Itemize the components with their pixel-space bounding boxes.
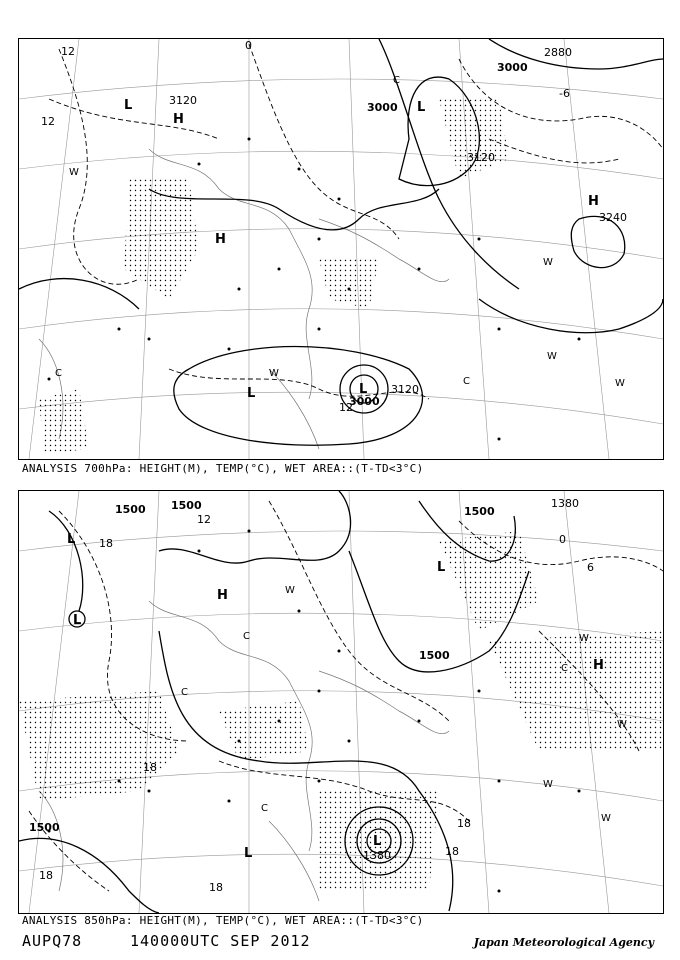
isotherm-label: 18	[143, 761, 157, 774]
warm-marker: W	[543, 779, 553, 790]
isotherm-label: 18	[99, 537, 113, 550]
valid-time: 140000UTC SEP 2012	[130, 932, 311, 950]
warm-marker: W	[617, 719, 627, 730]
warm-marker: W	[269, 368, 279, 379]
low-center: L	[73, 613, 82, 628]
contour-label: 1380	[363, 849, 391, 862]
contour-label: 1500	[29, 821, 60, 834]
wet-area	[39, 99, 509, 454]
map-700hpa-svg	[19, 39, 663, 459]
isotherm-label: 12	[339, 401, 353, 414]
cold-marker: C	[561, 663, 568, 674]
contour-label: 3240	[599, 211, 627, 224]
warm-marker: W	[615, 378, 625, 389]
high-center: H	[593, 658, 604, 673]
map-panel-700hpa	[18, 38, 664, 460]
contour-labels	[169, 46, 627, 408]
isotherm-labels	[41, 39, 570, 414]
high-center: H	[173, 112, 184, 127]
isotherm-label: 0	[245, 39, 252, 52]
contour-label: 1500	[115, 503, 146, 516]
isotherm-label: 6	[587, 561, 594, 574]
isotherm-label: 18	[457, 817, 471, 830]
cold-marker: C	[463, 376, 470, 387]
cold-marker: C	[243, 631, 250, 642]
low-center: L	[373, 834, 382, 849]
cold-marker: C	[55, 368, 62, 379]
contour-label: 3120	[169, 94, 197, 107]
cold-marker: C	[261, 803, 268, 814]
isotherm-label: 0	[559, 533, 566, 546]
warm-marker: W	[543, 257, 553, 268]
high-center: H	[588, 194, 599, 209]
contour-label: 1380	[551, 497, 579, 510]
contour-label: 1500	[464, 505, 495, 518]
isotherm-label: 12	[41, 115, 55, 128]
cold-marker: C	[393, 75, 400, 86]
isotherm-label: 18	[39, 869, 53, 882]
isotherm-label: 12	[197, 513, 211, 526]
contour-label: 3120	[391, 383, 419, 396]
contour-label: 3000	[497, 61, 528, 74]
contour-label: 3120	[467, 151, 495, 164]
high-center: H	[217, 588, 228, 603]
chart-code: AUPQ78	[22, 932, 83, 950]
map-850hpa-svg	[19, 491, 663, 913]
contour-label: 3000	[349, 395, 380, 408]
warm-marker: W	[547, 351, 557, 362]
low-center: L	[417, 100, 426, 115]
agency-name: Japan Meteorological Agency	[473, 936, 654, 949]
caption-700hpa: ANALYSIS 700hPa: HEIGHT(M), TEMP(°C), WET AREA::(T-TD<3°C)	[22, 462, 424, 475]
low-center: L	[67, 532, 76, 547]
map-panel-850hpa	[18, 490, 664, 914]
low-center: L	[244, 846, 253, 861]
low-center: L	[359, 382, 368, 397]
coastline	[39, 149, 449, 449]
low-center: L	[437, 560, 446, 575]
contour-label: 3000	[367, 101, 398, 114]
contour-label: 1500	[171, 499, 202, 512]
isotherm-label: 12	[61, 45, 75, 58]
warm-marker: W	[579, 633, 589, 644]
isotherm-label: -6	[559, 87, 570, 100]
low-center: L	[124, 98, 133, 113]
isotherm-label: 18	[445, 845, 459, 858]
caption-850hpa: ANALYSIS 850hPa: HEIGHT(M), TEMP(°C), WET AREA::(T-TD<3°C)	[22, 914, 424, 927]
contour-label: 1500	[419, 649, 450, 662]
wet-area	[19, 531, 663, 891]
contour-label: 2880	[544, 46, 572, 59]
warm-marker: W	[69, 167, 79, 178]
low-center: L	[247, 386, 256, 401]
isotherm-label: 18	[209, 881, 223, 894]
high-center: H	[215, 232, 226, 247]
warm-marker: W	[285, 585, 295, 596]
warm-marker: W	[601, 813, 611, 824]
cold-marker: C	[181, 687, 188, 698]
